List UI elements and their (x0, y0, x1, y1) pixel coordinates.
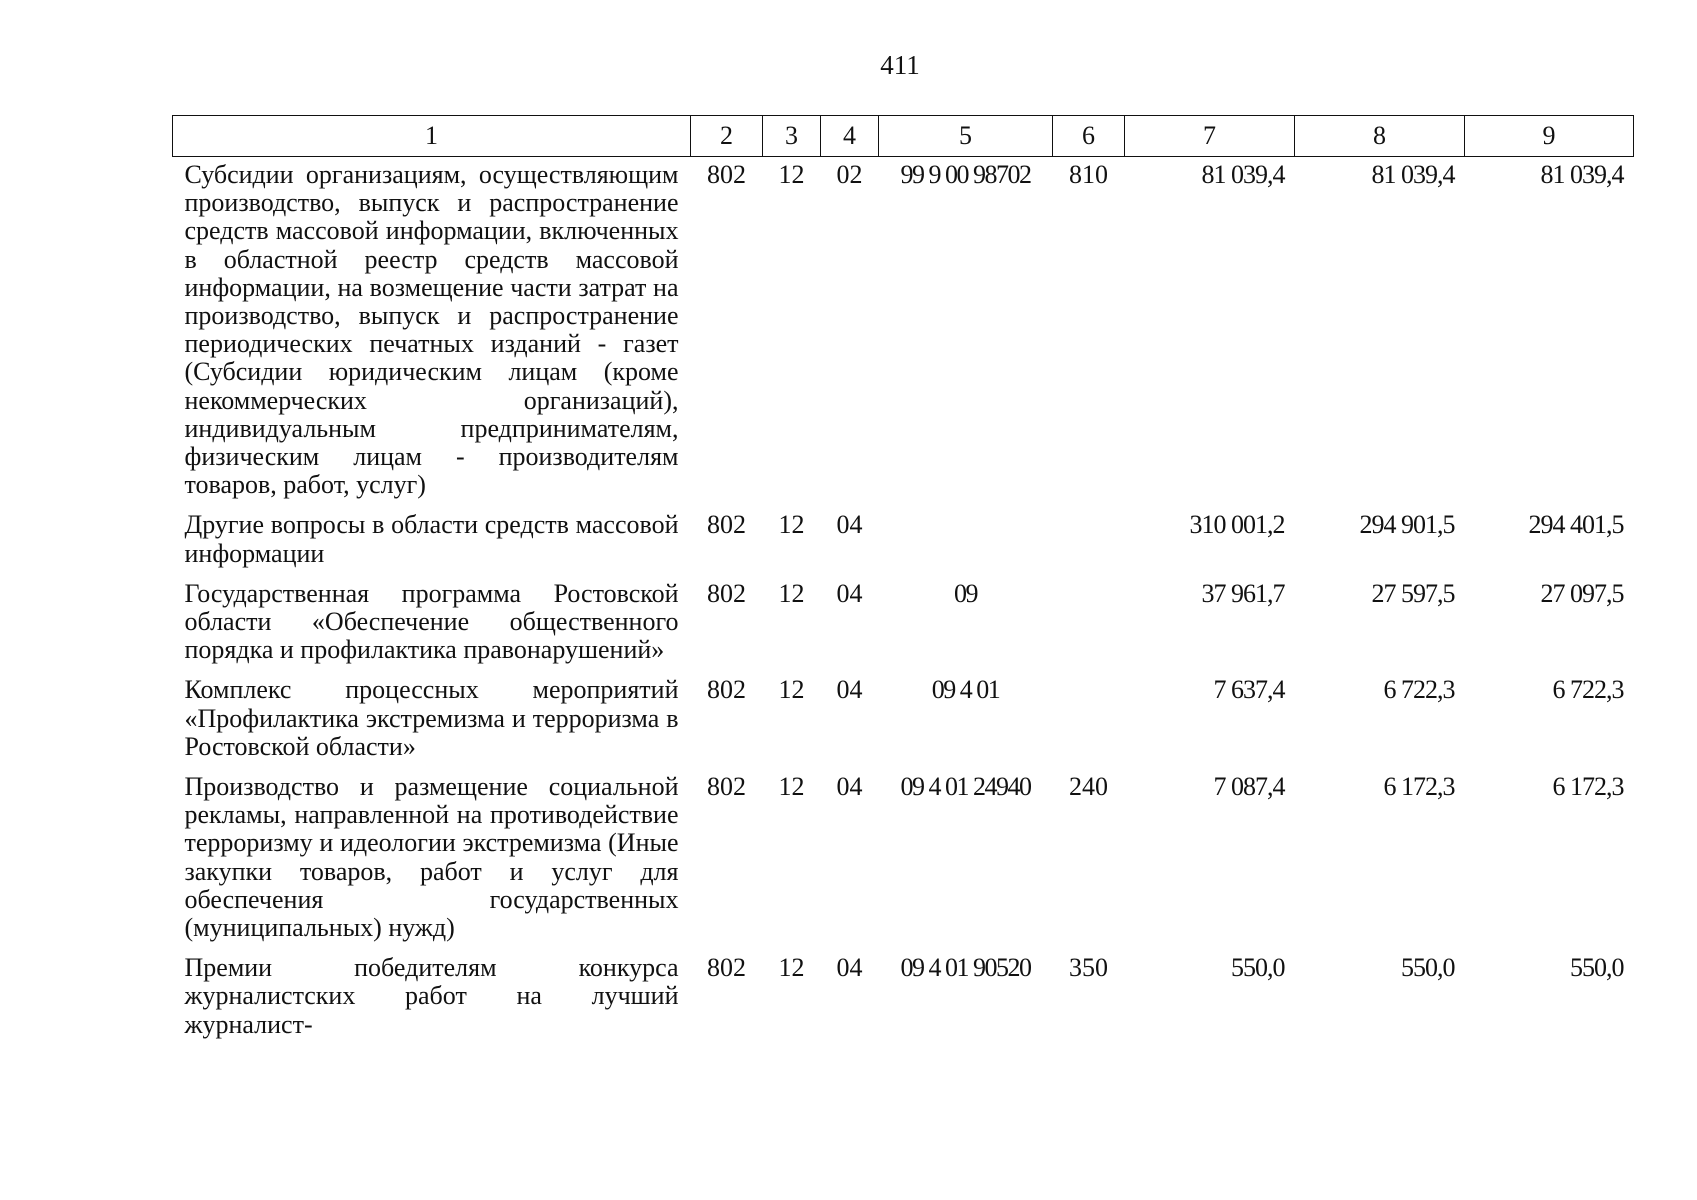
cell-amount-col9: 6 722,3 (1552, 675, 1624, 705)
cell-target-article: 99 9 00 98702 (900, 160, 1031, 189)
cell-amount-col8: 550,0 (1401, 953, 1455, 983)
column-header-9: 9 (1465, 116, 1634, 157)
table-body (173, 157, 1634, 1047)
table-row (173, 507, 1634, 575)
cell-amount-col8: 27 597,5 (1371, 578, 1455, 608)
cell-amount-col7: 7 637,4 (1213, 675, 1285, 705)
cell-section: 12 (778, 160, 805, 189)
cell-ministry-code: 802 (707, 160, 746, 189)
cell-expense-type (1053, 576, 1125, 673)
cell-amount-col7: 550,0 (1231, 953, 1285, 983)
row-name: Другие вопросы в области средств массовой информации (184, 510, 679, 568)
table-row (173, 157, 1634, 508)
cell-section: 12 (778, 675, 805, 705)
table-row (173, 672, 1634, 769)
cell-amount-col9: 294 401,5 (1528, 510, 1624, 540)
budget-table (172, 115, 1634, 1047)
column-header-2: 2 (691, 116, 763, 157)
cell-subsection: 04 (836, 953, 863, 983)
table-row (173, 576, 1634, 673)
cell-subsection: 02 (836, 160, 863, 189)
cell-expense-type: 240 (1069, 772, 1108, 802)
cell-target-article: 09 (954, 578, 977, 608)
cell-section: 12 (778, 578, 805, 608)
table-row (173, 950, 1634, 1047)
cell-ministry-code: 802 (707, 578, 746, 608)
row-name: Государственная программа Ростовской области «Обеспечение общественного порядка и профилактика правонарушений» (184, 578, 679, 665)
cell-subsection: 04 (836, 578, 863, 608)
cell-expense-type: 350 (1069, 953, 1108, 983)
column-header-7: 7 (1125, 116, 1295, 157)
row-name: Премии победителям конкурса журналистских работ на лучший журналист- (184, 953, 679, 1039)
cell-ministry-code: 802 (707, 953, 746, 983)
cell-section: 12 (778, 953, 805, 983)
cell-amount-col9: 81 039,4 (1540, 160, 1624, 189)
column-header-8: 8 (1295, 116, 1465, 157)
cell-amount-col8: 294 901,5 (1359, 510, 1455, 540)
column-header-5: 5 (879, 116, 1053, 157)
cell-expense-type (1053, 507, 1125, 575)
cell-amount-col9: 6 172,3 (1552, 772, 1624, 802)
cell-target-article: 09 4 01 (931, 675, 1000, 705)
column-header-3: 3 (763, 116, 821, 157)
cell-target-article: 09 4 01 24940 (900, 772, 1031, 802)
table-row (173, 769, 1634, 950)
row-name: Комплекс процессных мероприятий «Профилактика экстремизма и терроризма в Ростовской области» (184, 675, 679, 761)
cell-ministry-code: 802 (707, 772, 746, 802)
cell-amount-col8: 6 722,3 (1383, 675, 1455, 705)
cell-amount-col9: 550,0 (1570, 953, 1624, 983)
cell-target-article: 09 4 01 90520 (900, 953, 1031, 983)
table-header (173, 116, 1634, 157)
cell-amount-col8: 6 172,3 (1383, 772, 1455, 802)
cell-amount-col7: 37 961,7 (1201, 578, 1285, 608)
cell-amount-col9: 27 097,5 (1540, 578, 1624, 608)
cell-ministry-code: 802 (707, 675, 746, 705)
page-number: 411 (880, 50, 920, 80)
cell-amount-col7: 81 039,4 (1201, 160, 1285, 189)
cell-expense-type (1053, 672, 1125, 769)
cell-subsection: 04 (836, 675, 863, 705)
row-name: Производство и размещение социальной рекламы, направленной на противодействие терроризму и идеологии экстремизма (Иные закупки товаров, работ и услуг для обеспечения государственных (муниципальных) нужд) (184, 772, 679, 943)
cell-expense-type: 810 (1069, 160, 1108, 189)
row-name: Субсидии организациям, осуществляющим производство, выпуск и распространение средств массовой информации, включенных в областной реестр средств массовой информации, на возмещение части затрат на производство, выпуск и распространение периодических печатных изданий - газет (Субсидии юридическим лицам (кроме некоммерческих организаций), индивидуальным предпринимателям, физическим лицам - производителям товаров, работ, услуг) (184, 160, 679, 500)
cell-ministry-code: 802 (707, 510, 746, 540)
cell-section: 12 (778, 772, 805, 802)
cell-amount-col8: 81 039,4 (1371, 160, 1455, 189)
column-header-4: 4 (821, 116, 879, 157)
cell-amount-col7: 7 087,4 (1213, 772, 1285, 802)
cell-target-article (879, 507, 1053, 575)
cell-subsection: 04 (836, 772, 863, 802)
column-header-6: 6 (1053, 116, 1125, 157)
cell-amount-col7: 310 001,2 (1189, 510, 1285, 540)
column-header-1: 1 (173, 116, 691, 157)
cell-subsection: 04 (836, 510, 863, 540)
cell-section: 12 (778, 510, 805, 540)
